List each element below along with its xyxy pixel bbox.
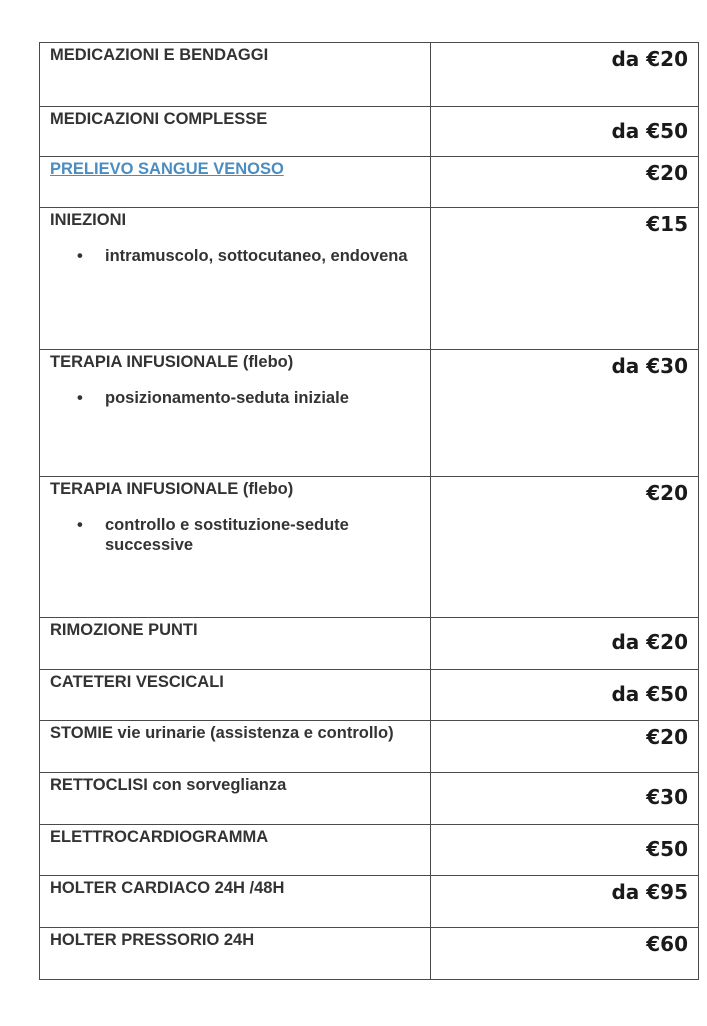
service-name: RIMOZIONE PUNTI bbox=[50, 621, 198, 639]
service-name: ELETTROCARDIOGRAMMA bbox=[50, 828, 269, 846]
service-name: TERAPIA INFUSIONALE bbox=[50, 353, 239, 371]
service-cell bbox=[40, 350, 431, 477]
table-row bbox=[40, 157, 699, 208]
bullet-glyph: • bbox=[77, 389, 83, 407]
table-row bbox=[40, 477, 699, 618]
price-cell: da €30 bbox=[431, 350, 699, 477]
service-cell bbox=[40, 618, 431, 670]
bullet-text: posizionamento-seduta iniziale bbox=[105, 389, 349, 407]
price-cell: €50 bbox=[431, 825, 699, 876]
service-name: INIEZIONI bbox=[50, 211, 127, 229]
service-name: TERAPIA INFUSIONALE bbox=[50, 480, 239, 498]
table-row bbox=[40, 721, 699, 773]
service-cell bbox=[40, 477, 431, 618]
service-name: STOMIE bbox=[50, 724, 113, 742]
table-row bbox=[40, 825, 699, 876]
price-cell: da €50 bbox=[431, 670, 699, 721]
price-cell: €30 bbox=[431, 773, 699, 825]
service-cell bbox=[40, 157, 431, 208]
bullet-list bbox=[50, 388, 422, 408]
price-cell: €20 bbox=[431, 721, 699, 773]
service-cell bbox=[40, 773, 431, 825]
price-cell: da €95 bbox=[431, 876, 699, 928]
service-detail: con sorveglianza bbox=[147, 776, 287, 794]
bullet-glyph: • bbox=[77, 516, 83, 534]
price-list-table bbox=[39, 42, 699, 980]
table-row bbox=[40, 670, 699, 721]
service-cell bbox=[40, 670, 431, 721]
bullet-glyph: • bbox=[77, 247, 83, 265]
bullet-item bbox=[77, 246, 422, 266]
service-name: MEDICAZIONI E BENDAGGI bbox=[50, 46, 269, 64]
service-cell bbox=[40, 876, 431, 928]
price-cell: da €50 bbox=[431, 107, 699, 157]
service-name: CATETERI VESCICALI bbox=[50, 673, 224, 691]
service-detail: (flebo) bbox=[238, 353, 294, 371]
table-row bbox=[40, 773, 699, 825]
bullet-list bbox=[50, 246, 422, 266]
service-cell bbox=[40, 825, 431, 876]
service-cell bbox=[40, 928, 431, 980]
bullet-text: controllo e sostituzione-sedute successive bbox=[105, 516, 349, 554]
table-row bbox=[40, 208, 699, 350]
price-cell: €15 bbox=[431, 208, 699, 350]
price-cell: da €20 bbox=[431, 43, 699, 107]
service-name: MEDICAZIONI COMPLESSE bbox=[50, 110, 268, 128]
bullet-item bbox=[77, 388, 422, 408]
price-cell: €20 bbox=[431, 157, 699, 208]
price-cell: €20 bbox=[431, 477, 699, 618]
service-name: HOLTER PRESSORIO 24H bbox=[50, 931, 255, 949]
service-link[interactable]: PRELIEVO SANGUE VENOSO bbox=[50, 160, 284, 178]
service-name: HOLTER CARDIACO 24H /48H bbox=[50, 879, 285, 897]
service-name: RETTOCLISI bbox=[50, 776, 148, 794]
service-cell bbox=[40, 107, 431, 157]
table-row bbox=[40, 928, 699, 980]
table-row bbox=[40, 618, 699, 670]
service-cell bbox=[40, 721, 431, 773]
table-row bbox=[40, 350, 699, 477]
table-row bbox=[40, 876, 699, 928]
table-row bbox=[40, 107, 699, 157]
price-cell: da €20 bbox=[431, 618, 699, 670]
service-cell bbox=[40, 208, 431, 350]
service-detail: (flebo) bbox=[238, 480, 294, 498]
service-detail: vie urinarie (assistenza e controllo) bbox=[112, 724, 394, 742]
bullet-text: intramuscolo, sottocutaneo, endovena bbox=[105, 247, 408, 265]
table-row bbox=[40, 43, 699, 107]
bullet-list bbox=[50, 515, 422, 555]
price-cell: €60 bbox=[431, 928, 699, 980]
service-cell bbox=[40, 43, 431, 107]
bullet-item bbox=[77, 515, 422, 555]
